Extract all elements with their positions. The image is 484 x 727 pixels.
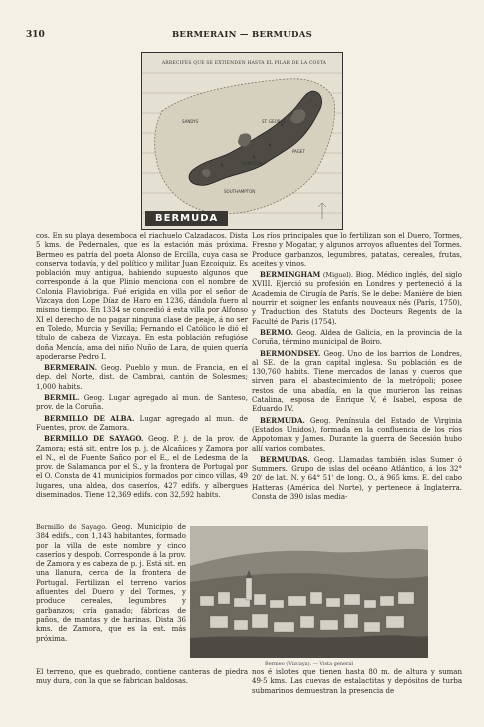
entry-bermerain (36, 363, 248, 392)
right-column (252, 232, 462, 503)
entry-body: Geog. Llamadas también islas Sumer ó Summers. Grupo de islas del océano Atlántico, á los 32° 20' de lat. N. y 64° 51' de long. O., á 965 kms. E. del cabo Hatteras (América del Norte), y pertenece á Inglaterra. Consta de 390 islas media- (252, 455, 462, 502)
bottom-left-text: El terreno, que es quebrado, contiene canteras de piedra muy dura, con la que se fabrican baldosas. (36, 668, 248, 686)
entry-bermudas (252, 455, 462, 502)
entry-headword: BERMO. (260, 327, 293, 337)
bottom-right-text: nos é islotes que tienen hasta 80 m. de altura y suman 49·5 kms. Las cuevas de estalactitas y depósitos de turba submarinos demuestran la presencia de (252, 668, 462, 695)
entry-body: Lugar agregado al mun. de Fuentes, prov. de Zamora. (36, 414, 249, 432)
entry-headword: BERMILLO DE SAYAGO. (44, 434, 144, 444)
entry-qualifier: (Miguel). (320, 271, 356, 280)
entry-headword: BERMIL. (44, 393, 80, 403)
entry-headword: BERMERAIN. (44, 363, 98, 373)
entry-body: Geog. Península del Estado de Virginia (Estados Unidos), formada en la confluencia de los ríos Appotomax y James. Durante la guerra de Secesión hubo allí varios combates. (252, 416, 462, 453)
entry-bermillo-de-sayago (36, 434, 248, 500)
running-title: BERMERAIN — BERMUDAS (171, 30, 313, 40)
photo-drawing (190, 526, 428, 658)
entry-headword: Bermillo de Sayago. (36, 523, 108, 531)
page-number: 310 (26, 30, 45, 40)
left-paragraph-1: cos. En su playa desemboca el riachuelo Calzadacos. Dista 5 kms. de Pedernales, que es la estación más próxima. Bermeo es patria del poeta Alonso de Ercilla, cuya casa se conserva todavía, y del político y militar Juan Ezcoiquiz. Es población muy antigua, habiendo supuesto algunos que corresponde á la que Plinio menciona con el nombre de Colonia Flaviobriga. Fué erigida en villa por el señor de Vizcaya don Lope Díaz de Haro en 1236, dándola fuero al mismo tiempo. En 1334 se concedió á esta villa por Alfonso XI el derecho de no pagar ninguna clase de peaje, á no ser en Toledo, Murcia y Sevilla; Fernando el Católico le dió el título de cabeza de Vizcaya. En esta población refugióse doña Mencía, ama del niño Nuño de Lara, de quien quería apoderarse Pedro I. (36, 232, 248, 361)
entry-bermillo-municipio (36, 523, 186, 644)
entry-headword: BERMUDAS. (260, 454, 310, 464)
map-note: ARRECIFES QUE SE EXTIENDEN HASTA EL PILAR DE LA COSTA (161, 61, 327, 66)
svg-text:SOUTHAMPTON: SOUTHAMPTON (224, 189, 256, 194)
entry-bermil (36, 393, 248, 413)
bermuda-map (141, 52, 343, 230)
entry-headword: BERMINGHAM (260, 270, 321, 280)
entry-headword: BERMILLO DE ALBA. (44, 413, 135, 423)
svg-text:HAMILTON: HAMILTON (242, 161, 263, 166)
svg-text:PAGET: PAGET (292, 149, 305, 154)
page-header (26, 30, 458, 44)
entry-body: Geog. Aldea de Galicia, en la provincia de la Coruña, término municipal de Boiro. (252, 328, 462, 347)
svg-text:SANDYS: SANDYS (182, 119, 199, 124)
entry-body: Geog. Lugar agregado al mun. de Santeso, prov. de la Coruña. (36, 394, 248, 412)
entry-body: Biog. Médico inglés, del siglo XVIII. Ejerció su profesión en Londres y perteneció á la Academia de Cirugía de París. Se le debe: Manière de bien nourrir et soigner les enfants nouveaux nés (París, 1750), y Traduction des Statuts des Docteurs Regents de la Faculté de Paris (1754). (252, 271, 462, 326)
entry-headword: BERMONDSEY. (260, 348, 321, 358)
photo-caption: Bermeo (Vizcaya). — Vista general (265, 661, 353, 667)
entry-headword: BERMUDA. (260, 415, 305, 425)
entry-bermuda (252, 416, 462, 454)
right-paragraph-1: Los ríos principales que lo fertilizan son el Duero, Tormes, Fresno y Mogatar, y algunos arroyos afluentes del Tormes. Produce garbanzos, legumbres, patatas, cereales, frutas, aceites y vinos. (252, 232, 462, 268)
left-narrow-column (36, 523, 186, 644)
entry-bermillo-de-alba (36, 414, 248, 434)
entry-body: Geog. Municipio de 384 edifs., con 1,143 habitantes, formado por la villa de este nombre y cinco caseríos y despob. Corresponde á la prov. de Zamora y es cabeza de p. j. Está sit. en una llanura, cerca de la frontera de Portugal. Fertilizan el terreno varios afluentes del Duero y del Tormes, y produce cereales, legumbres y garbanzos; cría ganado; fábricas de paños, de mantas y de harinas. Dista 36 kms. de Zamora, que es la est. más próxima. (36, 523, 186, 643)
left-column (36, 232, 248, 501)
entry-body: Geog. Pueblo y mun. de Francia, en el dep. del Norte, dist. de Cambrai, cantón de Solesmes; 1,000 habits. (36, 364, 248, 391)
map-label: BERMUDA (145, 211, 228, 226)
entry-body: Geog. Uno de los barrios de Londres, al SE. de la gran capital inglesa. Su población es de 130,760 habits. Tiene mercados de lanas y cueros que sirven para el abastecimiento de la metrópoli; posee restos de una abadía, en la que murieron las reinas Catalina, esposa de Enrique V, é Isabel, esposa de Eduardo IV. (252, 349, 462, 414)
entry-bermo (252, 328, 462, 348)
svg-text:ST. GEORGE: ST. GEORGE (262, 119, 287, 124)
bermeo-photo (190, 526, 428, 658)
entry-body: Geog. P. j. de la prov. de Zamora; está sit. entre los p. j. de Alcañices y Zamora por el N., el de Fuente Sañco por el E., el de Ledesma de la prov. de Salamanca por el S., y la frontera de Portugal por el O. Consta de 41 municipios formados por cinco villas, 49 lugares, una aldea, dos caseríos, 427 edifs. y albergues diseminados. Tiene 12,369 edifs. con 32,592 habits. (36, 435, 248, 500)
entry-bermondsey (252, 349, 462, 415)
entry-bermingham (252, 270, 462, 327)
map-drawing (142, 53, 342, 229)
